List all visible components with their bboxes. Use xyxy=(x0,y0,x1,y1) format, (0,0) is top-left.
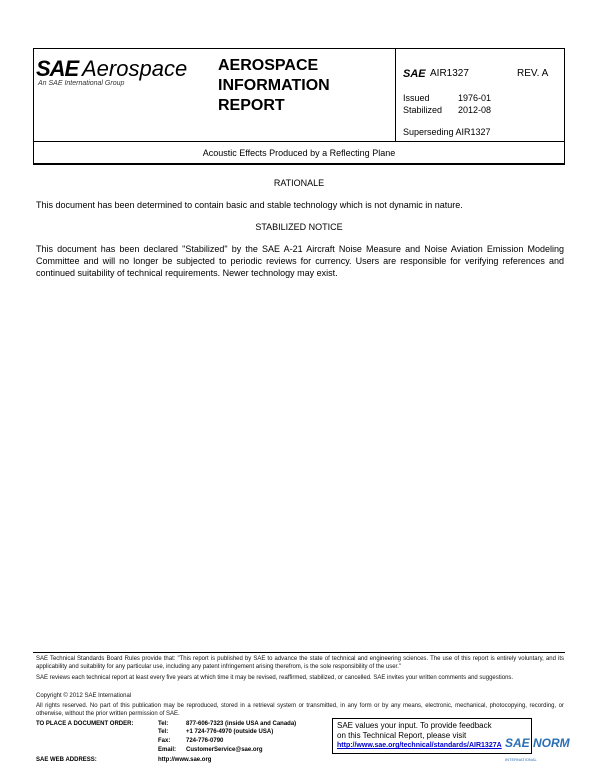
issued-label: Issued xyxy=(403,93,430,103)
sae-logo-mark: SAE xyxy=(36,56,79,81)
email-value[interactable]: CustomerService@sae.org xyxy=(186,747,263,753)
rationale-heading: RATIONALE xyxy=(273,178,325,188)
stabilized-value: 2012-08 xyxy=(458,105,492,115)
web-label: SAE WEB ADDRESS: xyxy=(36,757,97,763)
tel-value: 877-606-7323 (inside USA and Canada) xyxy=(186,721,297,727)
logo-tagline: An SAE International Group xyxy=(38,80,125,87)
footer-rule xyxy=(33,652,565,653)
watermark-logo: SAE NORM xyxy=(505,736,570,750)
report-title-line-2: INFORMATION xyxy=(218,77,330,94)
email-label: Email: xyxy=(158,747,177,753)
tel-label: Tel: xyxy=(158,721,169,727)
report-title-line-1: AEROSPACE xyxy=(218,57,319,74)
rationale-text: This document has been determined to contain basic and stable technology which is not dynamic in nature. xyxy=(36,200,463,210)
stabilized-notice-text: This document has been declared "Stabilized" by the SAE A-21 Aircraft Noise Measure and Noise Aviation Emission Modeling Committee and will no longer be subjected to periodic reviews for currency. Users are responsible for verifying references and continued suitability of technical requirements. Newer technology may exist. xyxy=(36,244,564,278)
footer-review-paragraph: SAE reviews each technical report at least every five years at which time it may be revised, reaffirmed, stabilized, or cancelled. SAE invites your written comments and suggestions. xyxy=(36,675,514,681)
feedback-link[interactable]: http://www.sae.org/technical/standards/AIR1327A xyxy=(337,742,502,749)
document-number: AIR1327 xyxy=(430,68,469,79)
issued-value: 1976-01 xyxy=(458,93,492,103)
fax-label: Fax: xyxy=(158,738,171,744)
subject-rule xyxy=(33,164,565,165)
tel2-label: Tel: xyxy=(158,729,169,735)
sae-small-mark: SAE xyxy=(403,68,426,80)
superseding-note: Superseding AIR1327 xyxy=(403,127,491,137)
watermark-subtext: INTERNATIONAL xyxy=(505,757,537,762)
aerospace-logo-text: Aerospace xyxy=(82,56,188,81)
feedback-line-1: SAE values your input. To provide feedback xyxy=(337,721,492,730)
feedback-line-2: on this Technical Report, please visit xyxy=(337,731,467,740)
fax-value: 724-776-0790 xyxy=(186,738,224,744)
document-subject: Acoustic Effects Produced by a Reflecting Plane xyxy=(202,148,396,158)
report-type-title xyxy=(218,56,388,116)
web-address-link[interactable]: http://www.sae.org xyxy=(158,757,212,763)
order-label: TO PLACE A DOCUMENT ORDER: xyxy=(36,721,134,727)
header-divider xyxy=(395,48,396,141)
feedback-box xyxy=(332,718,532,754)
footer-rules-paragraph: SAE Technical Standards Board Rules provide that: "This report is published by SAE to advance the state of technical and engineering sciences. The use of this report is entirely voluntary, and its applicability and suitability for any particular use, including any patent infringement arising therefrom, is the sole responsibility of the user." xyxy=(36,656,564,670)
report-title-line-3: REPORT xyxy=(218,97,285,114)
stabilized-label: Stabilized xyxy=(403,105,443,115)
footer-rights-paragraph: All rights reserved. No part of this publication may be reproduced, stored in a retrieval system or transmitted, in any form or by any means, electronic, mechanical, photocopying, recording, or otherwise, without the prior written permission of SAE. xyxy=(36,703,564,717)
footer-copyright: Copyright © 2012 SAE International xyxy=(36,693,132,699)
revision-label: REV. A xyxy=(517,68,549,79)
tel2-value: +1 724-776-4970 (outside USA) xyxy=(186,729,274,735)
stabilized-notice-heading: STABILIZED NOTICE xyxy=(255,222,343,232)
